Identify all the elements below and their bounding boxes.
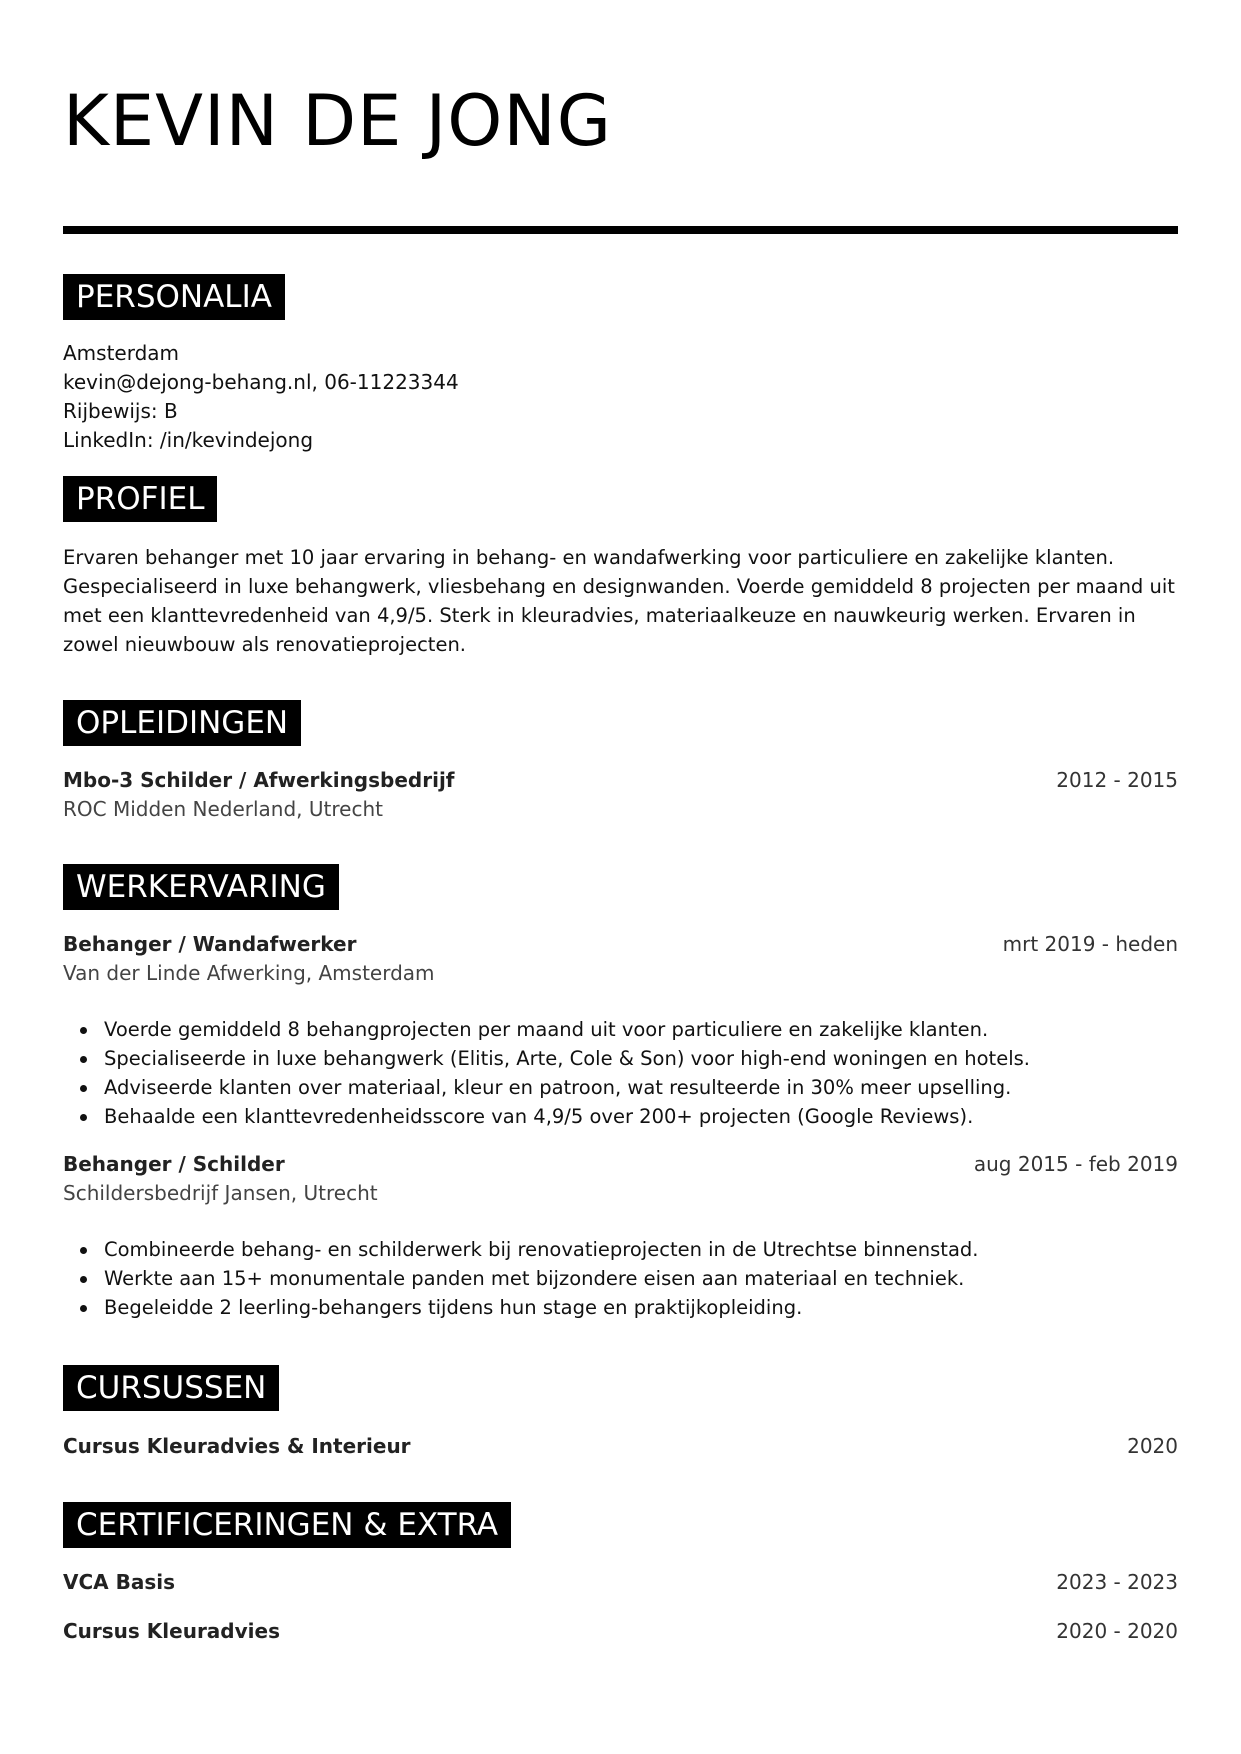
bullet-icon	[80, 1027, 87, 1034]
work-achievements-list	[63, 1015, 1178, 1131]
list-item: Combineerde behang- en schilderwerk bij renovatieprojecten in de Utrechtse binnenstad.	[63, 1235, 1178, 1264]
education-date: 2012 - 2015	[1056, 768, 1178, 792]
section-heading-profiel: PROFIEL	[63, 476, 217, 522]
section-heading-cursussen: CURSUSSEN	[63, 1365, 279, 1411]
bullet-icon	[80, 1056, 87, 1063]
bullet-icon	[80, 1305, 87, 1312]
bullet-icon	[80, 1114, 87, 1121]
personalia-contact: kevin@dejong-behang.nl, 06-11223344	[63, 370, 459, 394]
section-heading-werkervaring: WERKERVARING	[63, 864, 339, 910]
certification-date: 2020 - 2020	[1056, 1619, 1178, 1643]
certification-entry	[63, 1568, 1178, 1597]
personalia-license: Rijbewijs: B	[63, 399, 178, 423]
section-heading-personalia: PERSONALIA	[63, 274, 285, 320]
certification-entry	[63, 1617, 1178, 1646]
work-employer: Schildersbedrijf Jansen, Utrecht	[63, 1181, 378, 1205]
list-item: Begeleidde 2 leerling-behangers tijdens hun stage en praktijkopleiding.	[63, 1293, 1178, 1322]
certification-title: VCA Basis	[63, 1570, 176, 1594]
list-item: Werkte aan 15+ monumentale panden met bijzondere eisen aan materiaal en techniek.	[63, 1264, 1178, 1293]
work-achievements-list	[63, 1235, 1178, 1322]
bullet-icon	[80, 1276, 87, 1283]
work-title: Behanger / Wandafwerker	[63, 932, 357, 956]
work-title: Behanger / Schilder	[63, 1152, 285, 1176]
course-title: Cursus Kleuradvies & Interieur	[63, 1434, 411, 1458]
section-heading-certificeringen: CERTIFICERINGEN & EXTRA	[63, 1502, 511, 1548]
work-entry	[63, 930, 1178, 988]
list-item: Specialiseerde in luxe behangwerk (Elitis, Arte, Cole & Son) voor high-end woningen en hotels.	[63, 1044, 1178, 1073]
education-institution: ROC Midden Nederland, Utrecht	[63, 797, 383, 821]
personalia-location: Amsterdam	[63, 341, 180, 365]
work-date: mrt 2019 - heden	[1002, 932, 1178, 956]
section-heading-opleidingen: OPLEIDINGEN	[63, 700, 301, 746]
personalia-linkedin: LinkedIn: /in/kevindejong	[63, 428, 314, 452]
work-entry	[63, 1150, 1178, 1208]
course-date: 2020	[1127, 1434, 1178, 1458]
education-entry	[63, 766, 1178, 824]
list-item: Adviseerde klanten over materiaal, kleur en patroon, wat resulteerde in 30% meer upselling.	[63, 1073, 1178, 1102]
bullet-icon	[80, 1085, 87, 1092]
course-entry	[63, 1432, 1178, 1461]
profile-summary: Ervaren behanger met 10 jaar ervaring in behang- en wandafwerking voor particuliere en zakelijke klanten. Gespecialiseerd in luxe behangwerk, vliesbehang en designwanden. Voerde gemiddeld 8 projecten per maand uit met een klanttevredenheid van 4,9/5. Sterk in kleuradvies, materiaalkeuze en nauwkeurig werken. Ervaren in zowel nieuwbouw als renovatieprojecten.	[63, 546, 1175, 656]
candidate-name: KEVIN DE JONG	[63, 80, 613, 162]
list-item: Behaalde een klanttevredenheidsscore van 4,9/5 over 200+ projecten (Google Reviews).	[63, 1102, 1178, 1131]
certification-date: 2023 - 2023	[1056, 1570, 1178, 1594]
list-item: Voerde gemiddeld 8 behangprojecten per maand uit voor particuliere en zakelijke klanten.	[63, 1015, 1178, 1044]
bullet-icon	[80, 1247, 87, 1254]
work-date: aug 2015 - feb 2019	[973, 1152, 1178, 1176]
education-title: Mbo-3 Schilder / Afwerkingsbedrijf	[63, 768, 455, 792]
work-employer: Van der Linde Afwerking, Amsterdam	[63, 961, 435, 985]
header-divider	[63, 226, 1178, 234]
certification-title: Cursus Kleuradvies	[63, 1619, 280, 1643]
